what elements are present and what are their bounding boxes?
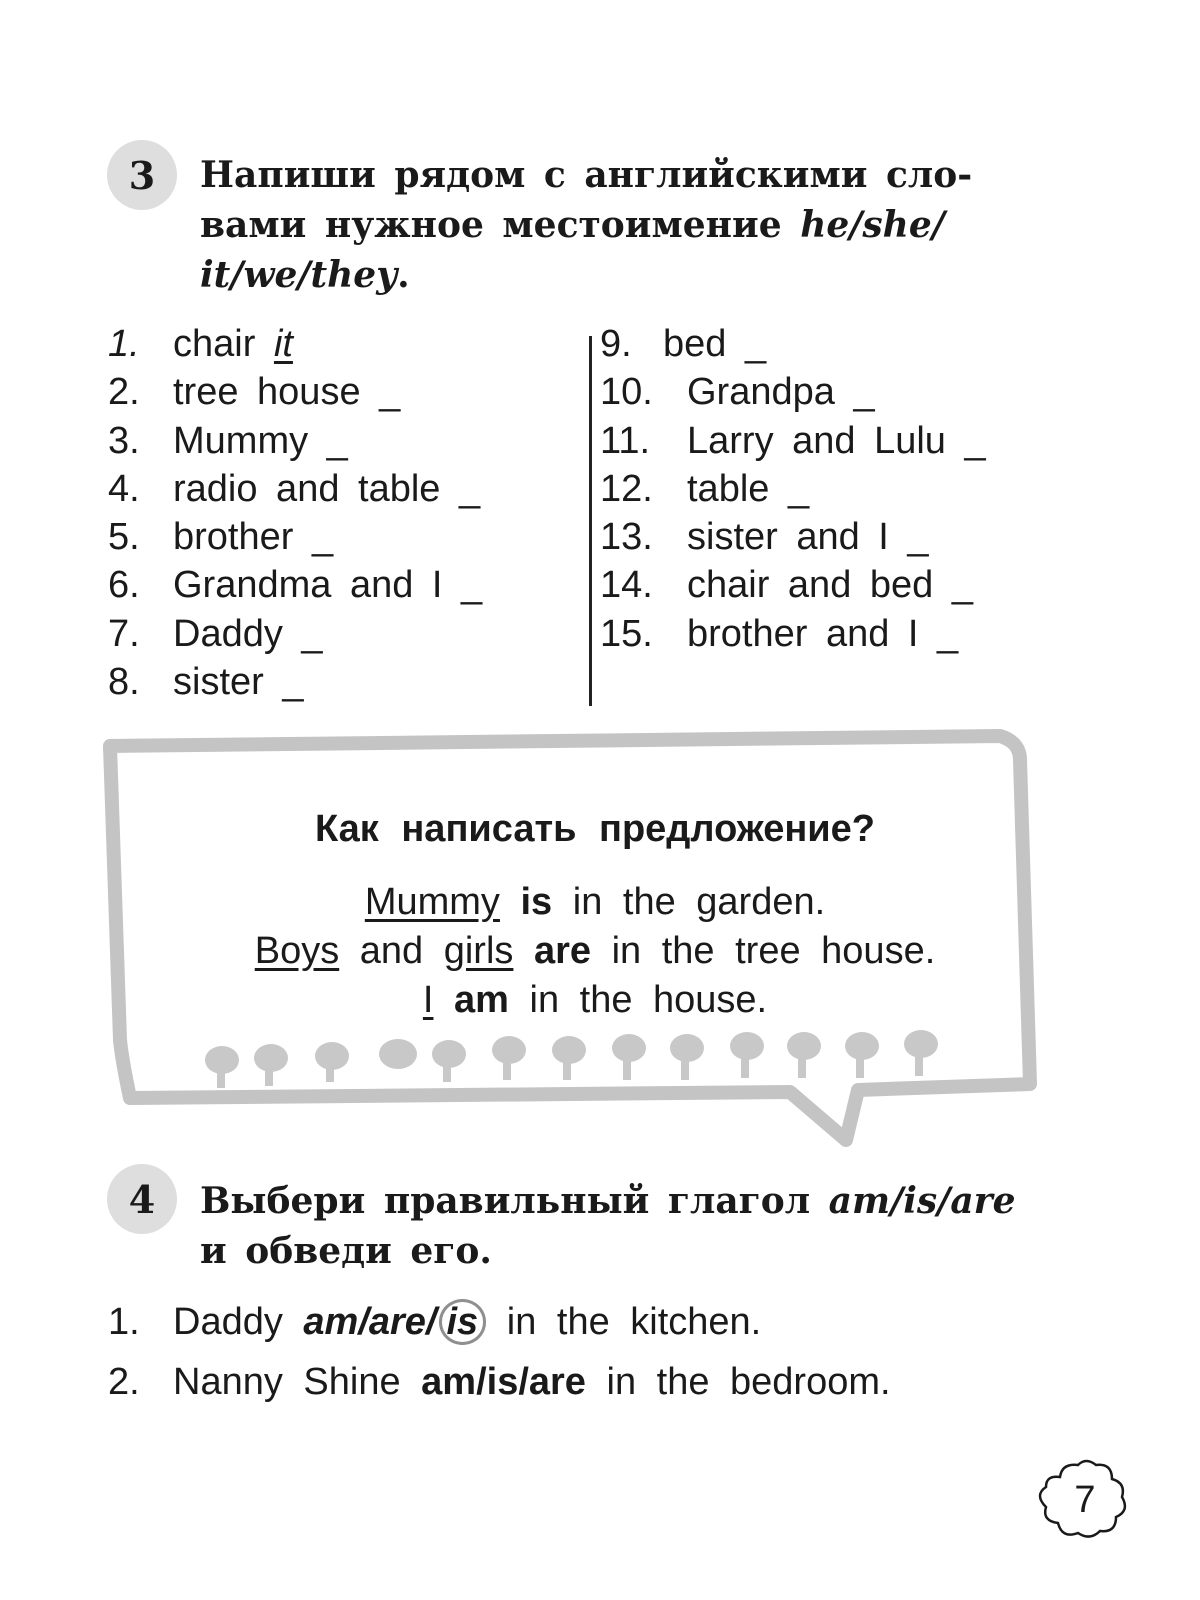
ex1-subject: Mummy [364,881,500,923]
ex3-subject: I [422,979,434,1021]
item-number: 10. [600,371,653,414]
item-number: 2. [108,371,140,414]
task3-line2-text: вами нужное местоимение [200,204,782,246]
item-number: 6. [108,564,140,607]
item-options: am/is/are [421,1361,586,1403]
item-number: 13. [600,516,653,559]
rule-examples [130,878,1060,1025]
item-text: chair [173,323,256,365]
task3-line3-pronouns: it/we/they [200,254,398,296]
task4-instruction-line1 [200,1176,1050,1226]
item-text: brother _ [173,516,334,559]
item-text: table _ [687,467,810,510]
rule-title: Как написать предложение? [314,808,876,850]
dot-4 [379,1039,417,1069]
task3-line2-pronouns: he/she/ [800,204,945,246]
item-text: Daddy _ [173,612,323,655]
item-number: 2. [108,1361,140,1403]
item-number: 12. [600,467,653,510]
ex2-and: and [359,930,424,972]
item-text: bed _ [663,323,767,365]
item-text: tree house _ [173,371,401,414]
item-text: radio and table _ [173,467,481,510]
item-text: sister _ [173,661,304,704]
item-text: Grandpa _ [687,371,875,414]
item-rest: in the kitchen. [506,1301,762,1343]
rule-example-3 [130,976,1060,1025]
task4-item-2 [108,1358,891,1406]
item-subject: Nanny Shine [173,1361,401,1403]
item-text: Larry and Lulu _ [687,419,986,462]
item-number: 15. [600,612,653,655]
task3-instruction-line1: Напиши рядом с английскими сло- [200,154,973,196]
item-answer: it [273,323,293,365]
task4-line1-verbs: am/is/are [828,1180,1016,1222]
item-text: chair and bed _ [687,564,973,607]
item-options: am/are/ [303,1301,437,1343]
item-text: brother and I _ [687,612,959,655]
ex3-rest: in the house. [529,979,768,1021]
item-number: 7. [108,612,140,655]
item-number: 4. [108,467,140,510]
item-number: 11. [600,419,651,462]
task4-item-1 [108,1298,761,1346]
item-number: 8. [108,661,140,704]
ex1-rest: in the garden. [572,881,826,923]
ex1-verb: is [520,881,553,923]
item-number: 9. [600,323,632,365]
item-text: Mummy _ [173,419,348,462]
page-number: 7 [1074,1479,1096,1521]
task-number-4: 4 [128,1176,156,1222]
rule-example-2 [130,927,1060,976]
item-number: 1. [108,1301,140,1343]
circled-answer: is [439,1299,487,1345]
item-text: Grandma and I _ [173,564,483,607]
task4-instruction [200,1176,1050,1276]
item-number: 3. [108,419,140,462]
task-number-badge-4 [107,1164,177,1234]
rule-example-1 [130,878,1060,927]
item-number: 5. [108,516,140,559]
ex2-subject-b: girls [443,930,514,972]
item-text: sister and I _ [687,516,929,559]
item-subject: Daddy [173,1301,283,1343]
task4-line1-text: Выбери правильный глагол [200,1180,811,1222]
task3-line3-end: . [397,254,410,296]
item-rest: in the bedroom. [606,1361,891,1403]
ex2-verb: are [533,930,592,972]
ex2-subject-a: Boys [254,930,340,972]
ex3-verb: am [454,979,509,1021]
item-number: 14. [600,564,653,607]
item-number: 1. [108,323,140,365]
task-number-3: 3 [128,152,156,198]
ex2-rest: in the tree house. [611,930,936,972]
task4-instruction-line2: и обведи его. [200,1230,492,1272]
